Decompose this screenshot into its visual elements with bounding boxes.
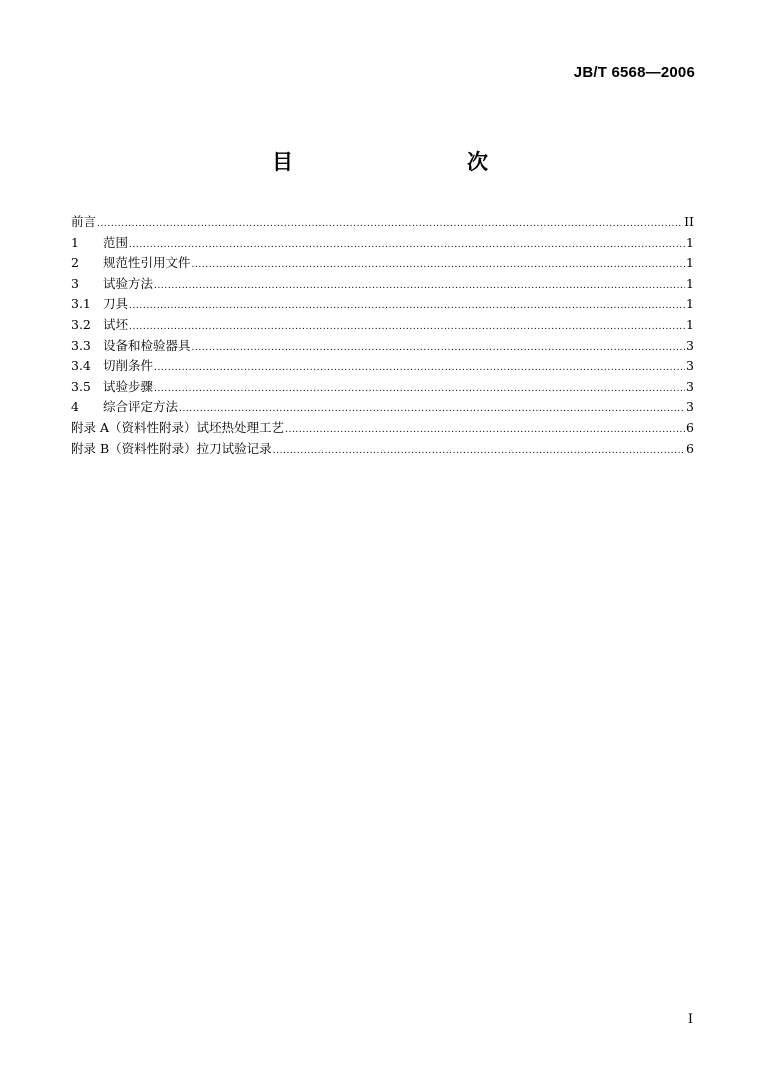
toc-entry-page: 3 (686, 378, 694, 394)
toc-leader-dots (129, 322, 685, 332)
toc-entry-evaluation-method[interactable] (71, 397, 694, 418)
toc-title: 目 次 (272, 150, 532, 174)
toc-entry-label: 切削条件 (103, 358, 154, 374)
toc-leader-dots (179, 404, 685, 414)
toc-leader-dots (154, 281, 685, 291)
toc-entry-label: 试验步骤 (103, 378, 154, 394)
toc-entry-page: 3 (686, 399, 694, 415)
toc-entry-label: 试验方法 (103, 275, 154, 291)
toc-leader-dots (154, 363, 685, 373)
toc-entry-number: 2 (71, 255, 79, 271)
toc-entry-page: 1 (686, 296, 694, 312)
toc-entry-scope[interactable] (71, 233, 694, 254)
toc-leader-dots (97, 219, 683, 229)
toc-entry-equipment[interactable] (71, 336, 694, 357)
toc-entry-annex-a[interactable] (71, 418, 694, 439)
table-of-contents (71, 212, 694, 459)
toc-entry-number: 3.5 (71, 378, 91, 394)
toc-leader-dots (154, 384, 685, 394)
toc-entry-number: 3.1 (71, 296, 91, 312)
toc-entry-number: 3 (71, 275, 79, 291)
toc-entry-label: 综合评定方法 (103, 399, 179, 415)
toc-entry-page: 1 (686, 275, 694, 291)
toc-entry-label: 附录 A（资料性附录）试坯热处理工艺 (71, 419, 285, 435)
toc-leader-dots (129, 240, 685, 250)
toc-entry-label: 刀具 (103, 296, 129, 312)
toc-entry-page: 3 (686, 337, 694, 353)
toc-entry-tools[interactable] (71, 294, 694, 315)
toc-leader-dots (285, 425, 685, 435)
toc-entry-page: 1 (686, 234, 694, 250)
toc-entry-number: 1 (71, 234, 79, 250)
toc-entry-page: 6 (686, 440, 694, 456)
toc-entry-foreword[interactable] (71, 212, 694, 233)
toc-entry-number: 3.3 (71, 337, 91, 353)
toc-entry-test-steps[interactable] (71, 377, 694, 398)
standard-code: JB/T 6568—2006 (573, 64, 695, 81)
toc-entry-page: II (684, 214, 694, 229)
toc-entry-label: 试坯 (103, 316, 129, 332)
toc-entry-label: 附录 B（资料性附录）拉刀试验记录 (71, 440, 272, 456)
toc-entry-cutting-conditions[interactable] (71, 356, 694, 377)
toc-entry-annex-b[interactable] (71, 439, 694, 460)
toc-leader-dots (273, 446, 685, 456)
toc-leader-dots (129, 301, 685, 311)
toc-entry-number: 4 (71, 399, 79, 415)
toc-entry-test-method[interactable] (71, 274, 694, 295)
toc-leader-dots (192, 343, 686, 353)
toc-entry-test-blank[interactable] (71, 315, 694, 336)
toc-entry-label: 范围 (103, 234, 129, 250)
toc-leader-dots (192, 260, 686, 270)
toc-entry-label: 前言 (71, 214, 97, 229)
toc-entry-normative-references[interactable] (71, 253, 694, 274)
toc-entry-page: 3 (686, 358, 694, 374)
toc-entry-page: 6 (686, 419, 694, 435)
toc-entry-number: 3.2 (71, 316, 91, 332)
toc-entry-label: 设备和检验器具 (103, 337, 191, 353)
toc-entry-number: 3.4 (71, 358, 91, 374)
toc-entry-page: 1 (686, 316, 694, 332)
toc-entry-page: 1 (686, 255, 694, 271)
page-number: I (687, 1012, 693, 1027)
toc-entry-label: 规范性引用文件 (103, 255, 191, 271)
